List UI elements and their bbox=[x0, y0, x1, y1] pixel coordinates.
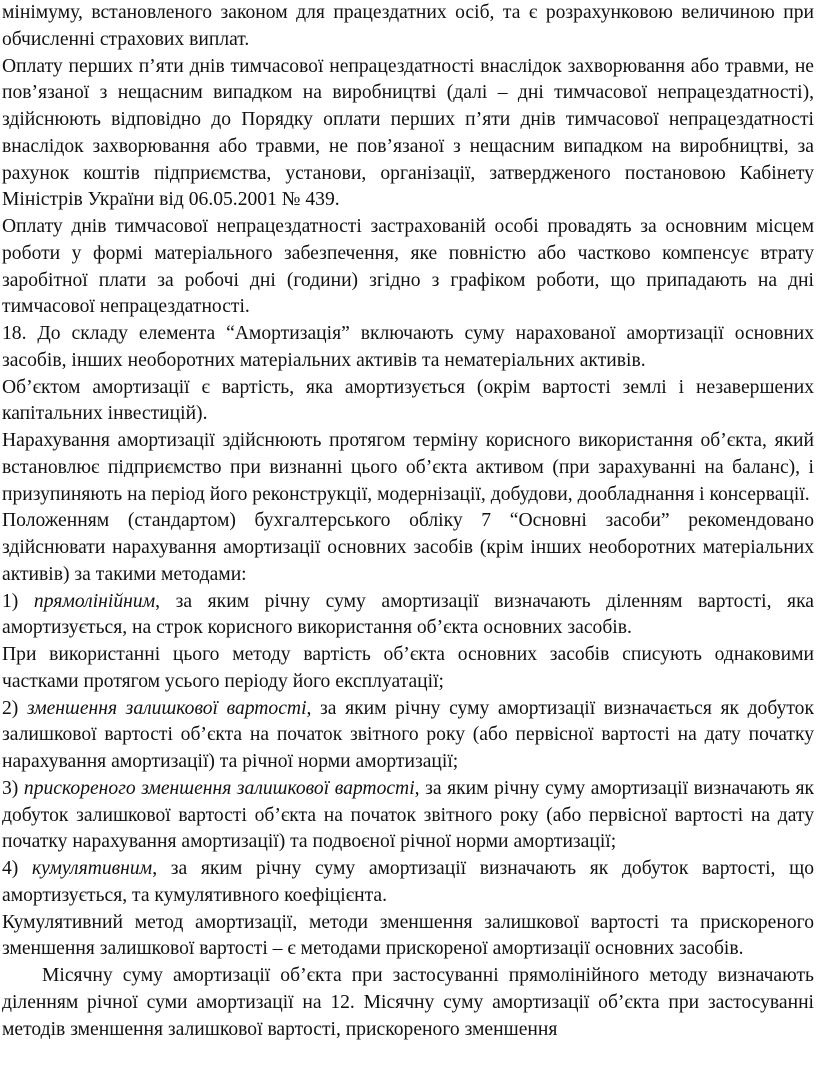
paragraph-minimum-wage-end: мінімуму, встановленого законом для працездатних осіб, та є розрахунковою величиною при обчисленні страхових виплат. bbox=[2, 2, 814, 50]
paragraph-first-five-days: Оплату перших п’яти днів тимчасової непрацездатності внаслідок захворювання або травми, не пов’язаної з нещасним випадком на виробництві (далі – дні тимчасової непрацездатності), здійснюють відповідно до Порядку оплати перших п’яти днів тимчасової непрацездатності внаслідок захворювання або травми, не пов’язаної з нещасним випадком на виробництві, за рахунок коштів підприємства, установи, організації, затвердженого постановою Кабінету Міністрів України від 06.05.2001 № 439. bbox=[2, 55, 814, 211]
paragraph-standard-7-methods: Положенням (стандартом) бухгалтерського обліку 7 “Основні засоби” рекомендовано здійснювати нарахування амортизації основних засобів (крім інших необоротних матеріальних активів) за такими методами: bbox=[2, 510, 814, 585]
method-2-reducing-balance bbox=[2, 696, 814, 776]
method-3-term: прискореного зменшення залишкової вартості bbox=[23, 777, 415, 799]
method-3-accelerated-reducing bbox=[2, 776, 814, 856]
method-2-number: 2) bbox=[2, 697, 19, 719]
method-1-term: прямолінійним bbox=[33, 590, 156, 612]
paragraph-straight-line-explanation: При використанні цього методу вартість об’єкта основних засобів списують однаковими частками протягом усього періоду його експлуатації; bbox=[2, 644, 814, 692]
paragraph-amortization-object: Об’єктом амортизації є вартість, яка амортизується (окрім вартості землі і незавершених капітальних інвестицій). bbox=[2, 376, 814, 425]
method-4-cumulative bbox=[2, 856, 814, 910]
method-2-text: , за яким річну суму амортизації визначається як добуток залишкової вартості об’єкта на початок звітного року (або первісної вартості на дату початку нарахування амортизації) та річної норми амортизації; bbox=[2, 697, 814, 772]
paragraph-amortization-period: Нарахування амортизації здійснюють протягом терміну корисного використання об’єкта, який встановлює підприємство при визнанні цього об’єкта активом (при зарахуванні на баланс), і призупиняють на період його реконструкції, модернізації, добудови, дообладнання і консервації. bbox=[2, 430, 814, 505]
paragraph-sick-days-payment: Оплату днів тимчасової непрацездатності застрахованій особі провадять за основним місцем роботи у формі матеріального забезпечення, яке повністю або частково компенсує втрату заробітної плати за робочі дні (години) згідно з графіком роботи, що припадають на дні тимчасової непрацездатності. bbox=[2, 216, 814, 318]
paragraph-monthly-amortization: Місячну суму амортизації об’єкта при застосуванні прямолінійного методу визначають діленням річної суми амортизації на 12. Місячну суму амортизації об’єкта при застосуванні методів зменшення залишкової вартості, прискореного зменшення bbox=[2, 965, 814, 1040]
method-1-text: , за яким річну суму амортизації визначають діленням вартості, яка амортизується, на строк корисного використання об’єкта основних засобів. bbox=[2, 590, 814, 639]
method-4-text: , за яким річну суму амортизації визначають як добуток вартості, що амортизується, та кумулятивного коефіцієнта. bbox=[2, 858, 814, 906]
method-3-number: 3) bbox=[2, 777, 19, 799]
method-3-text: , за яким річну суму амортизації визначають як добуток залишкової вартості об’єкта на початок звітного року (або первісної вартості на дату початку нарахування амортизації) та подвоєної річної норми амортизації; bbox=[2, 777, 814, 853]
method-2-term: зменшення залишкової вартості bbox=[26, 697, 307, 719]
paragraph-accelerated-methods: Кумулятивний метод амортизації, методи зменшення залишкової вартості та прискореного зменшення залишкової вартості – є методами прискореної амортизації основних засобів. bbox=[2, 911, 814, 960]
method-1-straight-line bbox=[2, 589, 814, 643]
method-1-number: 1) bbox=[2, 590, 19, 612]
paragraph-item-18-amortization: 18. До складу елемента “Амортизація” включають суму нарахованої амортизації основних засобів, інших необоротних матеріальних активів та нематеріальних активів. bbox=[2, 323, 814, 371]
method-4-number: 4) bbox=[2, 858, 19, 879]
method-4-term: кумулятивним bbox=[32, 858, 153, 879]
